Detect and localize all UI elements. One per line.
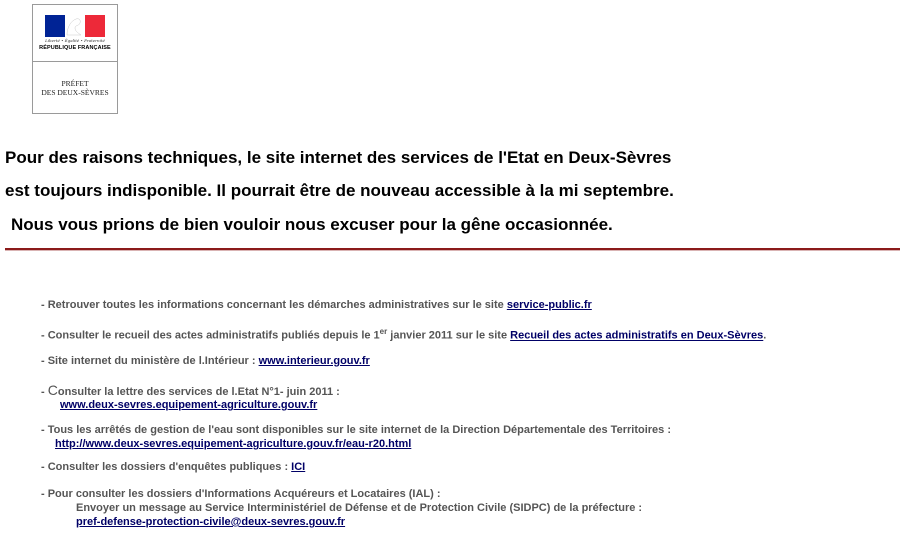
item-text: - Tous les arrêtés de gestion de l'eau sont disponibles sur le site internet de la Direction Départementale des Territoires :: [41, 424, 671, 436]
list-item-enquetes: [41, 461, 305, 473]
logo-republique-francaise: RÉPUBLIQUE FRANÇAISE: [39, 45, 111, 51]
logo-prefet-label: [33, 79, 117, 97]
interieur-link[interactable]: www.interieur.gouv.fr: [258, 355, 370, 367]
logo-republique-block: [33, 5, 117, 61]
logo-prefet-line2: DES DEUX-SÈVRES: [41, 88, 109, 97]
item-text: - Consulter les dossiers d'enquêtes publiques :: [41, 461, 292, 473]
list-item-service-public: [41, 299, 592, 311]
service-public-link[interactable]: service-public.fr: [506, 299, 592, 311]
list-item-recueil: [41, 327, 766, 342]
notice-line-1: Pour des raisons techniques, le site internet des services de l'Etat en Deux-Sèvres: [5, 148, 672, 167]
item-end: .: [763, 329, 767, 342]
list-item-ial-email-row: [76, 516, 345, 528]
eau-r20-link[interactable]: http://www.deux-sevres.equipement-agriculture.gouv.fr/eau-r20.html: [55, 438, 412, 450]
item-text: - Retrouver toutes les informations concernant les démarches administratives sur le site: [41, 299, 504, 311]
notice-line-3: Nous vous prions de bien vouloir nous excuser pour la gêne occasionnée.: [11, 215, 613, 234]
logo-prefet-line1: PRÉFET: [61, 79, 89, 88]
item-subtext: Envoyer un message au Service Interministériel de Défense et de Protection Civile (SIDPC) de la préfecture :: [76, 502, 643, 514]
list-item-lettre-services-link-row: [60, 399, 317, 411]
item-initial: C: [47, 382, 58, 398]
section-divider: [5, 248, 900, 250]
equipement-agriculture-link[interactable]: www.deux-sevres.equipement-agriculture.gouv.fr: [60, 399, 318, 411]
notice-line-2: est toujours indisponible. Il pourrait être de nouveau accessible à la mi septembre.: [5, 181, 674, 200]
enquetes-ici-link[interactable]: ICI: [291, 461, 306, 473]
list-item-gestion-eau: [41, 424, 671, 436]
prefecture-logo: [32, 4, 118, 114]
logo-divider: [33, 61, 117, 62]
list-item-lettre-services: [41, 382, 340, 398]
marianne-flag-icon: [45, 15, 105, 37]
item-text: - Pour consulter les dossiers d'Informations Acquéreurs et Locataires (IAL) :: [41, 488, 441, 500]
list-item-interieur: [41, 355, 370, 367]
list-item-ial-sub: [76, 502, 642, 514]
item-text-cont: janvier 2011 sur le site: [387, 329, 511, 342]
item-text: - Consulter le recueil des actes administratifs publiés depuis le 1: [41, 329, 380, 342]
list-item-gestion-eau-link-row: [55, 438, 411, 450]
superscript-er: er: [379, 327, 388, 336]
sidpc-email-link[interactable]: pref-defense-protection-civile@deux-sevres.gouv.fr: [76, 516, 346, 528]
recueil-actes-link[interactable]: Recueil des actes administratifs en Deux-Sèvres: [510, 329, 764, 342]
item-dash: -: [41, 386, 48, 398]
item-text: onsulter la lettre des services de l.Etat N°1- juin 2011 :: [57, 386, 340, 398]
item-text: - Site internet du ministère de l.Intérieur :: [41, 355, 259, 367]
list-item-ial: [41, 488, 441, 500]
logo-motto: Liberté • Égalité • Fraternité: [45, 38, 105, 43]
